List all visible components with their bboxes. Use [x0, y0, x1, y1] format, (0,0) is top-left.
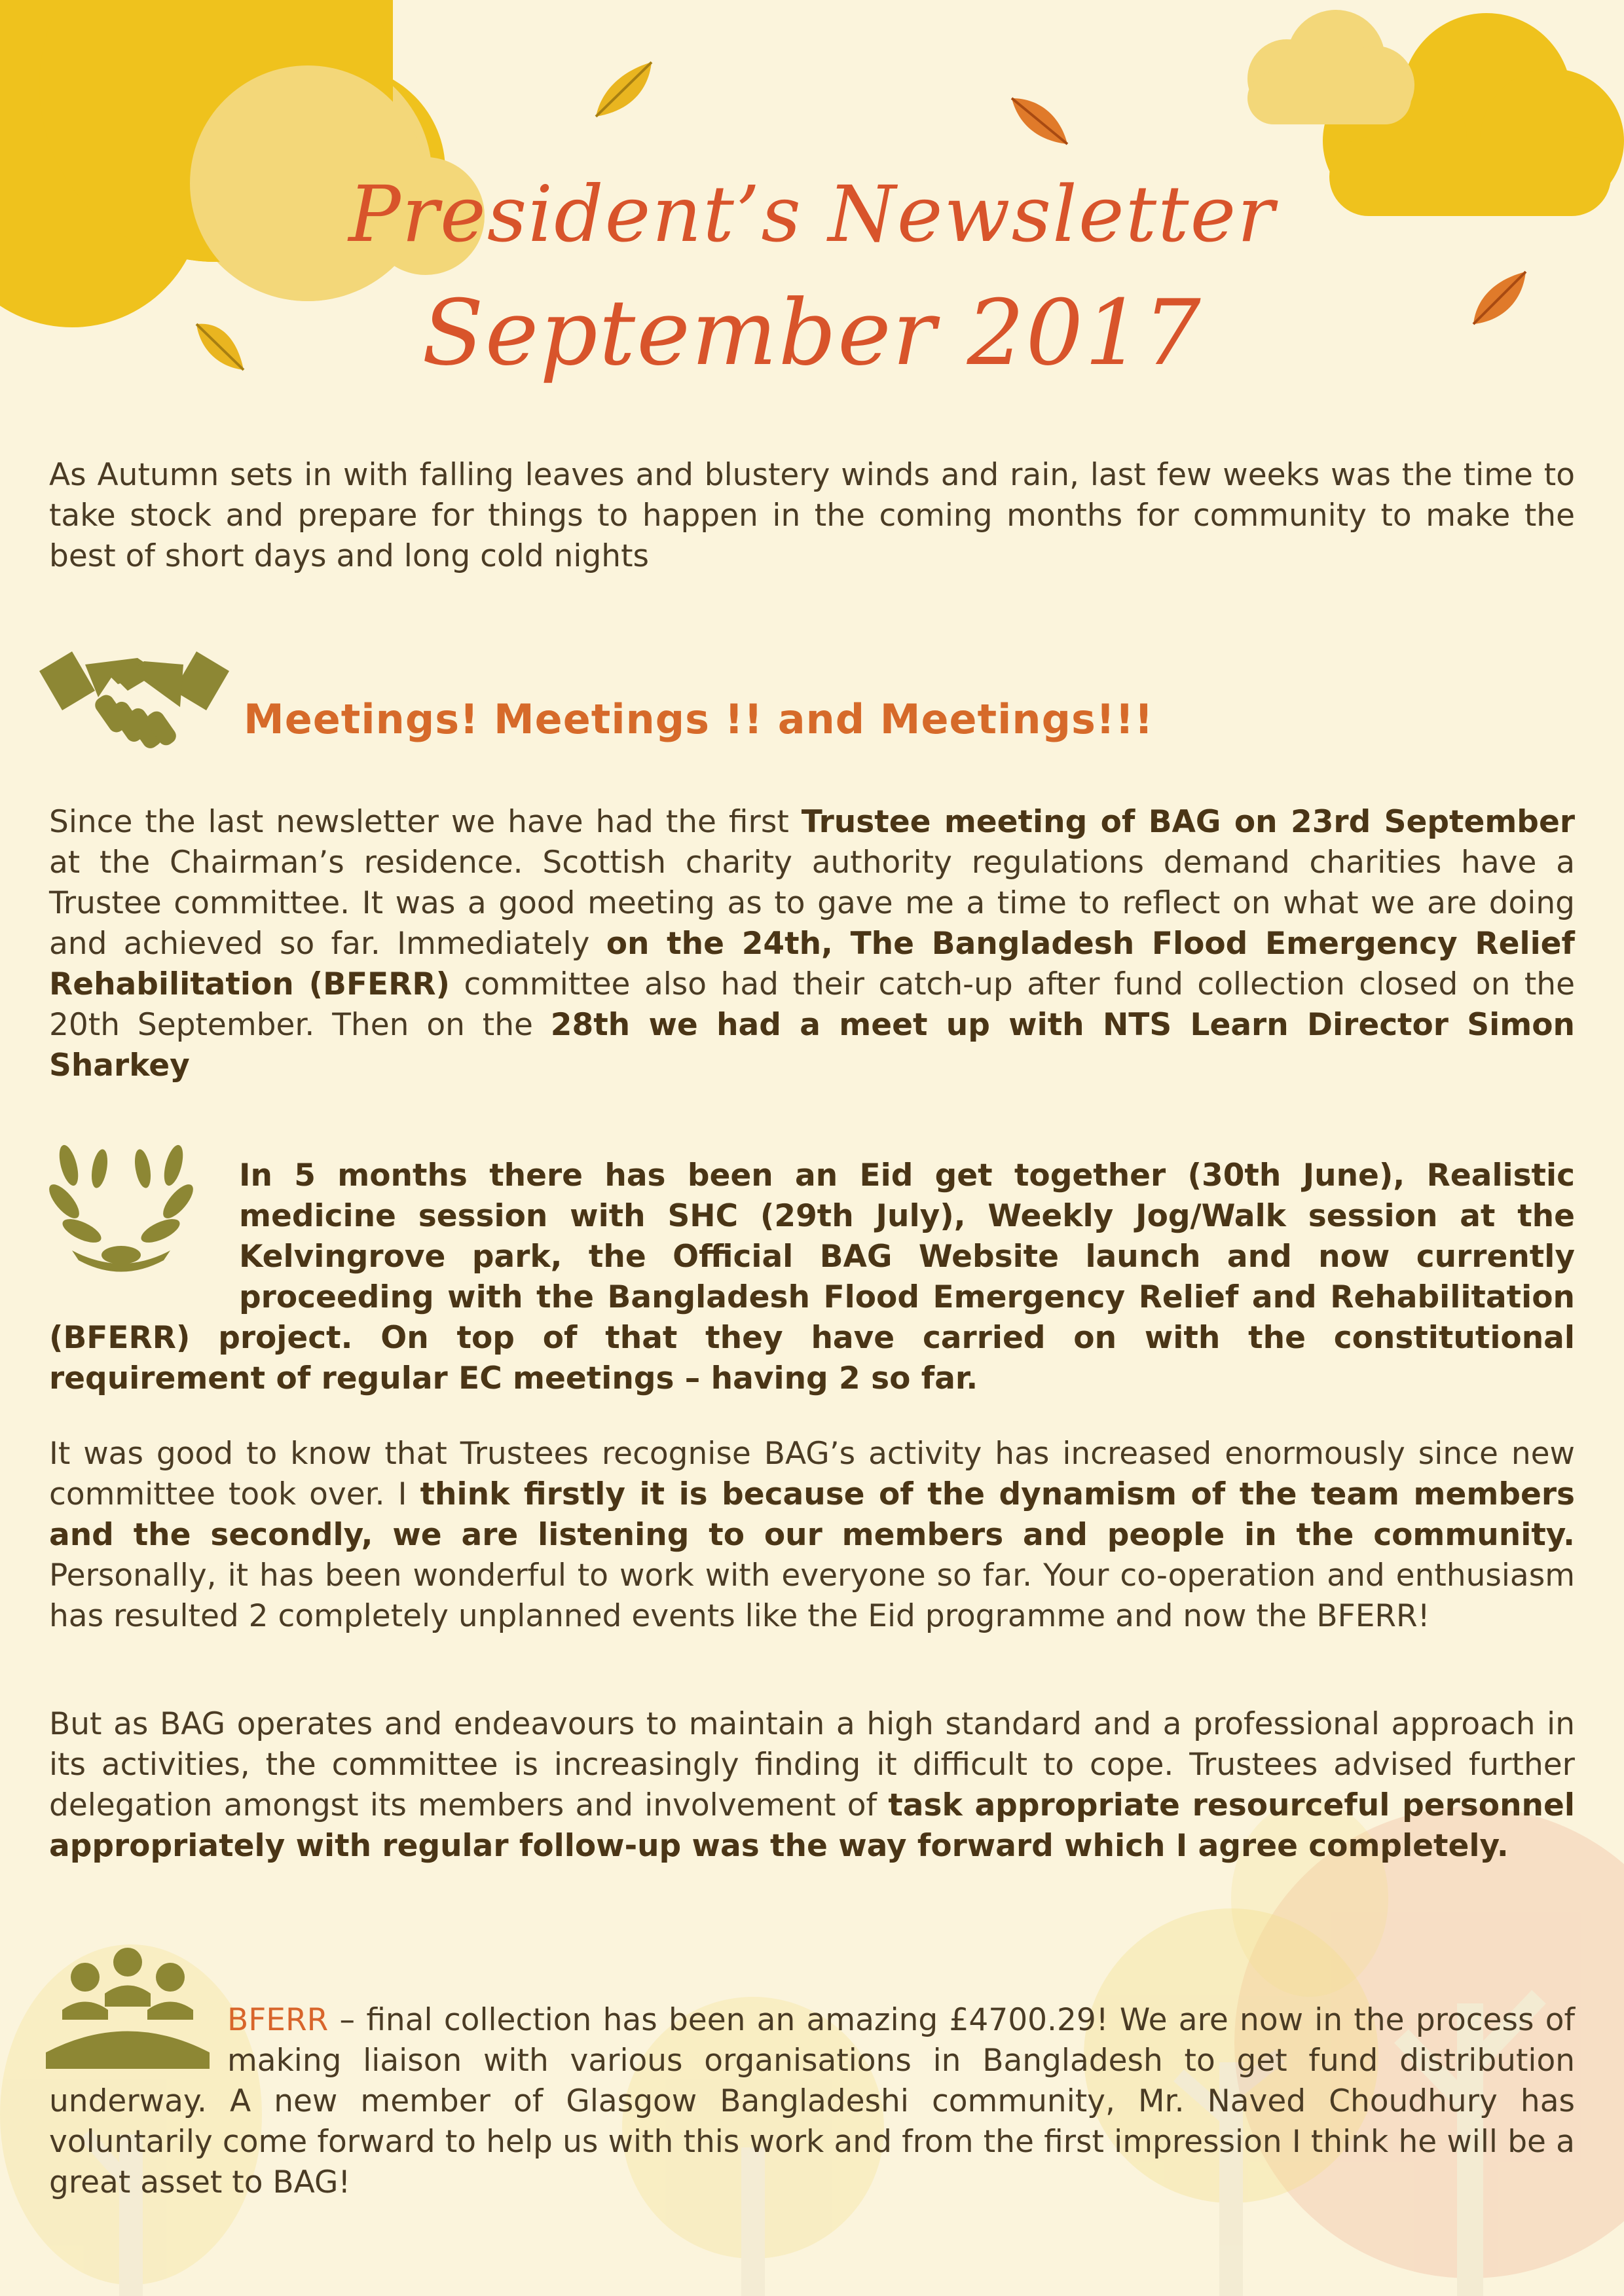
handshake-icon: [39, 645, 229, 763]
delegation-paragraph: But as BAG operates and endeavours to maintain a high standard and a professional approach in its activities, the committee is increasingly finding it difficult to cope. Trustees advised further delegation amongst its members and involvement of task appropriate resourceful personnel appropriately with regular follow-up was the way forward which I agree completely.: [49, 1706, 1575, 1864]
leaf-icon: [596, 62, 652, 117]
meetings-paragraph: Since the last newsletter we have had the first Trustee meeting of BAG on 23rd September at the Chairman’s residence. Scottish charity authority regulations demand charities have a Trustee committee. It was a good meeting as to gave me a time to reflect on what we are doing and achieved so far. Immediately on the 24th, The Bangladesh Flood Emergency Relief Rehabilitation (BFERR) committee also had their catch-up after fund collection closed on the 20th September. Then on the 28th we had a meet up with NTS Learn Director Simon Sharkey: [49, 804, 1576, 1084]
intro-paragraph: As Autumn sets in with falling leaves and blustery winds and rain, last few weeks was the time to take stock and prepare for things to happen in the coming months for community to make the best of short days and long cold nights: [49, 457, 1575, 574]
bferr-label: BFERR: [227, 2002, 329, 2038]
leaf-icon: [1012, 98, 1067, 144]
achievements-paragraph: In 5 months there has been an Eid get together (30th June), Realistic medicine session with SHC (29th July), Weekly Jog/Walk session at the Kelvingrove park, the Official BAG Website launch and now currently proceeding with the Bangladesh Flood Emergency Relief and Rehabilitation (BFERR) project. On top of that they have carried on with the constitutional requirement of regular EC meetings – having 2 so far.: [49, 1157, 1575, 1396]
newsletter-title: President’s Newsletter: [348, 169, 1276, 259]
bferr-paragraph: BFERR – final collection has been an amazing £4700.29! We are now in the process of making liaison with various organisations in Bangladesh to get fund distribution underway. A new member of Glasgow Bangladeshi community, Mr. Naved Choudhury has voluntarily come forward to help us with this work and from the first impression I think he will be a great asset to BAG!: [49, 2002, 1575, 2200]
newsletter-date: September 2017: [422, 280, 1202, 386]
cloud-icon: [0, 0, 485, 327]
trustees-paragraph: It was good to know that Trustees recognise BAG’s activity has increased enormously since new committee took over. I think firstly it is because of the dynamism of the team members and the secondly, we are listening to our members and people in the community. Personally, it has been wonderful to work with everyone so far. Your co-operation and enthusiasm has resulted 2 completely unplanned events like the Eid programme and now the BFERR!: [49, 1436, 1576, 1634]
meetings-heading: Meetings! Meetings !! and Meetings!!!: [244, 695, 1154, 743]
